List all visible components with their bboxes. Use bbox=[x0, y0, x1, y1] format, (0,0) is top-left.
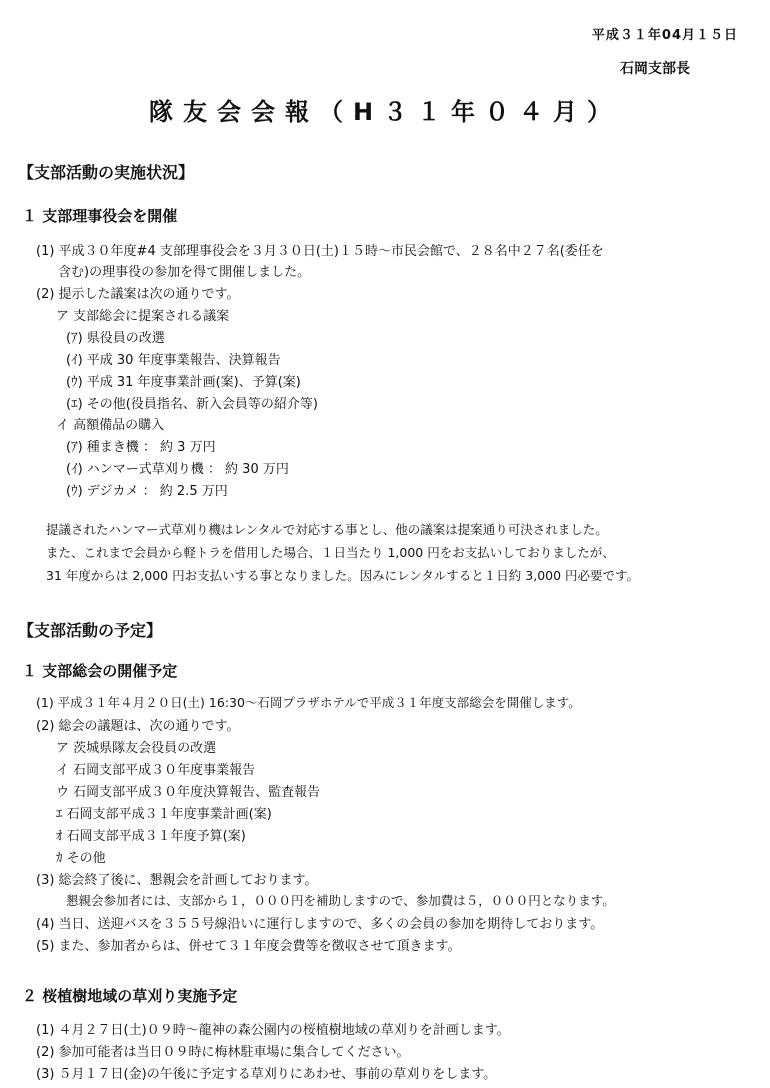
agenda-b-3: (ｳ) デジカメ ： 約 2.5 万円 bbox=[66, 484, 228, 499]
plan-item-4: (4) 当日、送迎バスを３５５号線沿いに運行しますので、多くの会員の参加を期待しております。 bbox=[36, 917, 604, 932]
issue-date: 平成３１年04月１５日 bbox=[591, 28, 738, 43]
plan-agenda-c: ウ 石岡支部平成３０年度決算報告、監査報告 bbox=[56, 785, 321, 800]
agenda-a-heading: ア 支部総会に提案される議案 bbox=[56, 309, 230, 324]
agenda-a-2: (ｲ) 平成 30 年度事業報告、決算報告 bbox=[66, 353, 281, 368]
plan-item-3-line-1: (3) 総会終了後に、懇親会を計画しております。 bbox=[36, 873, 318, 888]
agenda-b-1: (ｱ) 種まき機 ： 約 3 万円 bbox=[66, 440, 216, 455]
plan-item-3-line-2: 懇親会参加者には、支部から１，０００円を補助しますので、参加費は５，０００円となります。 bbox=[66, 893, 615, 908]
section-heading-status: 【支部活動の実施状況】 bbox=[18, 163, 195, 182]
subheading-board-meeting: １ 支部理事役会を開催 bbox=[22, 207, 178, 225]
result-paragraph-3: 31 年度からは 2,000 円お支払いする事となりました。因みにレンタルすると１日約 3,000 円必要です。 bbox=[46, 568, 640, 583]
item-1-line-1: (1) 平成３０年度#4 支部理事役会を３月３０日(土)１５時〜市民会館で、２８名中２７名(委任を bbox=[36, 244, 604, 259]
result-paragraph-1: 提議されたハンマー式草刈り機はレンタルで対応する事とし、他の議案は提案通り可決されました。 bbox=[46, 522, 608, 537]
agenda-a-3: (ｳ) 平成 31 年度事業計画(案)、予算(案) bbox=[66, 375, 301, 390]
agenda-a-4: (ｴ) その他(役員指名、新入会員等の紹介等) bbox=[66, 397, 318, 412]
subheading-general-meeting: １ 支部総会の開催予定 bbox=[22, 662, 178, 680]
agenda-b-2: (ｲ) ハンマー式草刈り機 ： 約 30 万円 bbox=[66, 462, 289, 477]
item-1-line-2: 含む)の理事役の参加を得て開催しました。 bbox=[58, 265, 311, 280]
plan-agenda-d: ｴ 石岡支部平成３１年度事業計画(案) bbox=[56, 807, 272, 822]
plan-agenda-b: イ 石岡支部平成３０年度事業報告 bbox=[56, 763, 256, 778]
page-title: 隊友会会報（H３１年０４月） bbox=[148, 98, 622, 126]
plan-item-1: (1) 平成３１年４月２０日(土) 16:30〜石岡プラザホテルで平成３１年度支部総会を開催します。 bbox=[36, 695, 581, 710]
result-paragraph-2: また、これまで会員から軽トラを借用した場合、１日当たり 1,000 円をお支払いしておりましたが、 bbox=[46, 545, 615, 560]
mowing-item-3: (3) ５月１７日(金)の午後に予定する草刈りにあわせ、事前の草刈りをします。 bbox=[36, 1067, 497, 1082]
subheading-mowing: ２ 桜植樹地域の草刈り実施予定 bbox=[22, 987, 238, 1005]
plan-item-5: (5) また、参加者からは、併せて３１年度会費等を徴収させて頂きます。 bbox=[36, 939, 461, 954]
plan-agenda-a: ア 茨城県隊友会役員の改選 bbox=[56, 741, 217, 756]
agenda-b-heading: イ 高額備品の購入 bbox=[56, 418, 165, 433]
item-2: (2) 提示した議案は次の通りです。 bbox=[36, 287, 240, 302]
mowing-item-1: (1) ４月２７日(土)０９時〜龍神の森公園内の桜植樹地域の草刈りを計画します。 bbox=[36, 1023, 510, 1038]
agenda-a-1: (ｱ) 県役員の改選 bbox=[66, 331, 165, 346]
mowing-item-2: (2) 参加可能者は当日０９時に梅林駐車場に集合してください。 bbox=[36, 1045, 410, 1060]
section-heading-plans: 【支部活動の予定】 bbox=[18, 621, 163, 640]
plan-item-2: (2) 総会の議題は、次の通りです。 bbox=[36, 719, 240, 734]
plan-agenda-f: ｶ その他 bbox=[56, 851, 106, 866]
author: 石岡支部長 bbox=[620, 61, 690, 77]
plan-agenda-e: ｵ 石岡支部平成３１年度予算(案) bbox=[56, 829, 246, 844]
